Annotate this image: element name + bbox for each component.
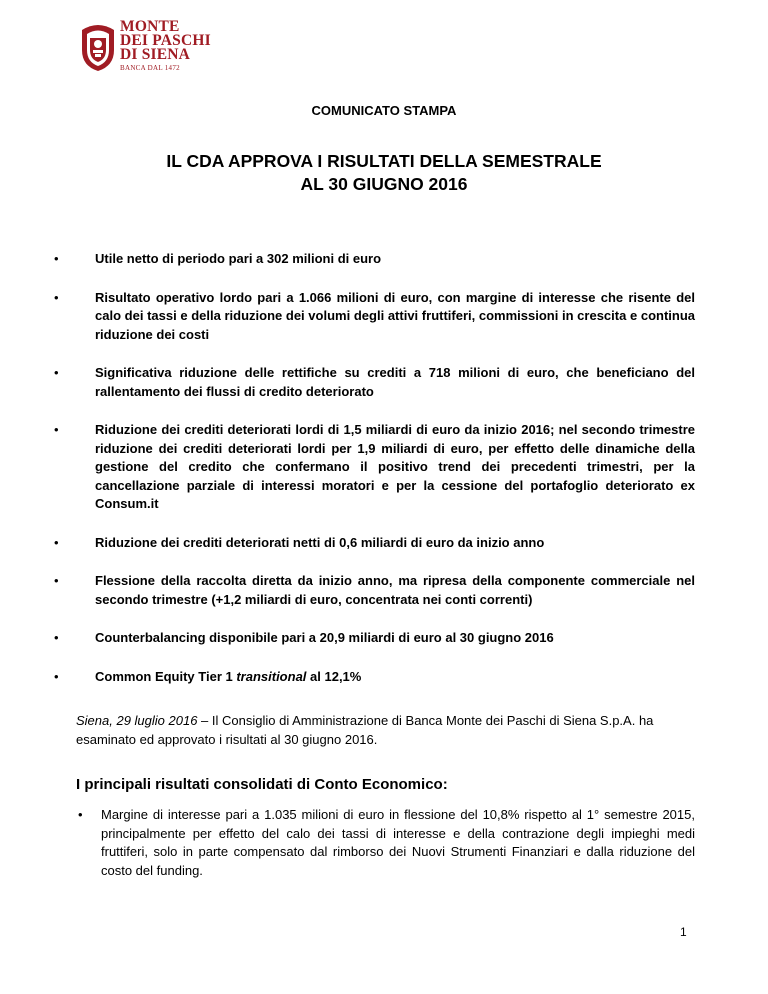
logo-tagline: BANCA DAL 1472 — [120, 64, 180, 72]
logo-wordmark: MONTE DEI PASCHI DI SIENA — [120, 18, 211, 63]
highlight-item: • Counterbalancing disponibile pari a 20,9 miliardi di euro al 30 giugno 2016 — [49, 629, 695, 648]
highlight-item: • Risultato operativo lordo pari a 1.066 milioni di euro, con margine di interesse che risente del calo dei tassi e della riduzione dei volumi degli attivi fruttiferi, commissioni in crescita e continua riduzione dei costi — [49, 289, 695, 345]
highlight-item: • Riduzione dei crediti deteriorati lordi di 1,5 miliardi di euro da inizio 2016; nel secondo trimestre riduzione dei crediti deteriorati lordi per 1,9 miliardi di euro, per effetto delle dinamiche della gestione del credito che confermano il positivo trend dei precedenti trimestri, per la cancellazione parziale di interessi moratori e per la cessione del portafoglio deteriorato ex Consum.it — [49, 421, 695, 514]
section-heading: I principali risultati consolidati di Conto Economico: — [76, 776, 448, 793]
highlight-item-cet1: • Common Equity Tier 1 transitional al 12,1% — [49, 668, 695, 687]
highlights-list — [49, 250, 695, 686]
dateline: Siena, 29 luglio 2016 — [76, 713, 198, 728]
document-title: IL CDA APPROVA I RISULTATI DELLA SEMESTRALE AL 30 GIUGNO 2016 — [166, 151, 602, 194]
bank-logo — [76, 20, 216, 76]
section-list — [76, 806, 695, 880]
highlight-item: • Utile netto di periodo pari a 302 milioni di euro — [49, 250, 695, 269]
bank-emblem-icon — [76, 22, 120, 72]
section-item: • Margine di interesse pari a 1.035 milioni di euro in flessione del 10,8% rispetto al 1° semestre 2015, principalmente per effetto del calo dei tassi di interesse e della contrazione degli impieghi medi fruttiferi, solo in parte compensato dal rimborso dei Nuovi Strumenti Finanziari e dalla riduzione del costo del funding. — [76, 806, 695, 880]
page-number: 1 — [680, 925, 687, 939]
highlight-item: • Significativa riduzione delle rettifiche su crediti a 718 milioni di euro, che beneficiano del rallentamento dei flussi di credito deteriorato — [49, 364, 695, 401]
press-release-label: COMUNICATO STAMPA — [311, 103, 457, 118]
intro-paragraph: Siena, 29 luglio 2016 – Il Consiglio di Amministrazione di Banca Monte dei Paschi di Siena S.p.A. ha esaminato ed approvato i risultati al 30 giugno 2016. — [76, 713, 654, 747]
highlight-item: • Riduzione dei crediti deteriorati netti di 0,6 miliardi di euro da inizio anno — [49, 534, 695, 553]
highlight-item: • Flessione della raccolta diretta da inizio anno, ma ripresa della componente commerciale nel secondo trimestre (+1,2 miliardi di euro, concentrata nei conti correnti) — [49, 572, 695, 609]
